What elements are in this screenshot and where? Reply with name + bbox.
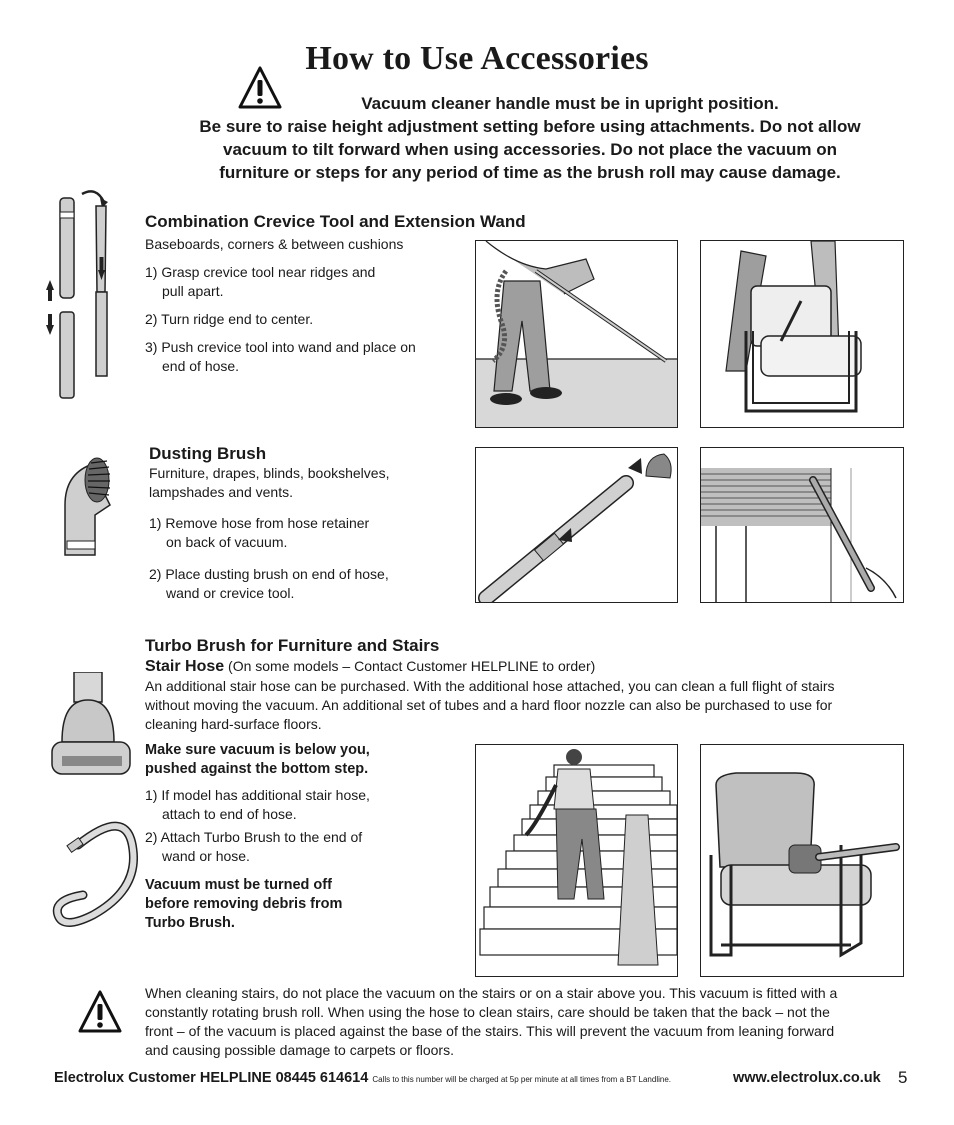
turbo-note-1: Make sure vacuum is below you, pushed against the bottom step. [145,742,370,777]
warning-line-4: furniture or steps for any period of time as the brush roll may cause damage. [219,163,841,182]
crevice-step-3: 3) Push crevice tool into wand and place on end of hose. [145,339,416,374]
illustration-crevice-baseboard [475,240,678,428]
illustration-crevice-chair [700,240,904,428]
dusting-subtitle-2: lampshades and vents. [149,484,293,500]
wand-crevice-icon [42,182,122,402]
warning-line-1: Vacuum cleaner handle must be in upright position. [361,94,779,113]
stairs-warning-text [145,984,915,1060]
crevice-subtitle: Baseboards, corners & between cushions [145,236,404,252]
dusting-step-1: 1) Remove hose from hose retainer on back of vacuum. [149,515,370,550]
footer-helpline [54,1070,671,1086]
warning-icon [78,990,122,1034]
warning-line-3: vacuum to tilt forward when using accessories. Do not place the vacuum on [222,140,838,159]
turbo-note-2: Vacuum must be turned off before removing debris from Turbo Brush. [145,877,343,931]
page-number: 5 [898,1068,908,1087]
stairs-warning-line-3: front – of the vacuum is placed against the base of the stairs. This will prevent the vacuum from leaning forward [145,1023,835,1039]
illustration-turbo-stairs [475,744,678,977]
stairs-warning-line-1: When cleaning stairs, do not place the vacuum on the stairs or on a stair above you. This vacuum is fitted with a [145,985,838,1001]
dusting-brush-icon [55,455,115,560]
turbo-paragraph [145,677,915,734]
illustration-dusting-blinds [700,447,904,603]
helpline-text: Electrolux Customer HELPLINE 08445 614614 [54,1070,369,1086]
dusting-subtitle-1: Furniture, drapes, blinds, bookshelves, [149,465,390,481]
stairs-warning-line-2: constantly rotating brush roll. When using the hose to clean stairs, care should be taken that the back – not the [145,1004,830,1020]
stair-hose-label: Stair Hose [145,658,225,675]
crevice-title: Combination Crevice Tool and Extension Wand [145,212,526,231]
turbo-step-1: 1) If model has additional stair hose, attach to end of hose. [145,787,370,822]
turbo-title: Turbo Brush for Furniture and Stairs [145,636,440,655]
page-title: How to Use Accessories [305,40,649,77]
illustration-dusting-attach [475,447,678,603]
warning-line-2: Be sure to raise height adjustment setting before using attachments. Do not allow [199,117,861,136]
crevice-step-1: 1) Grasp crevice tool near ridges and pull apart. [145,264,376,299]
illustration-turbo-chair [700,744,904,977]
helpline-charges: Calls to this number will be charged at 5p per minute at all times from a BT Landline. [372,1075,672,1084]
footer-website[interactable]: www.electrolux.co.uk [733,1070,881,1086]
dusting-title: Dusting Brush [149,444,267,463]
warning-text [150,92,910,184]
stair-hose-note: (On some models – Contact Customer HELPLINE to order) [228,658,596,674]
stair-hose-heading [145,657,595,676]
crevice-step-2: 2) Turn ridge end to center. [145,311,314,327]
turbo-para-line-2: without moving the vacuum. An additional set of tubes and a hard floor nozzle can also be purchased to use for [145,697,833,713]
turbo-para-line-1: An additional stair hose can be purchased. With the additional hose attached, you can clean a full flight of stairs [145,678,835,694]
dusting-step-2: 2) Place dusting brush on end of hose, wand or crevice tool. [149,566,389,601]
stair-hose-icon [48,815,138,935]
turbo-brush-icon [48,672,133,780]
turbo-step-2: 2) Attach Turbo Brush to the end of wand or hose. [145,829,363,864]
stairs-warning-line-4: and causing possible damage to carpets or floors. [145,1042,454,1058]
turbo-para-line-3: cleaning hard-surface floors. [145,716,322,732]
